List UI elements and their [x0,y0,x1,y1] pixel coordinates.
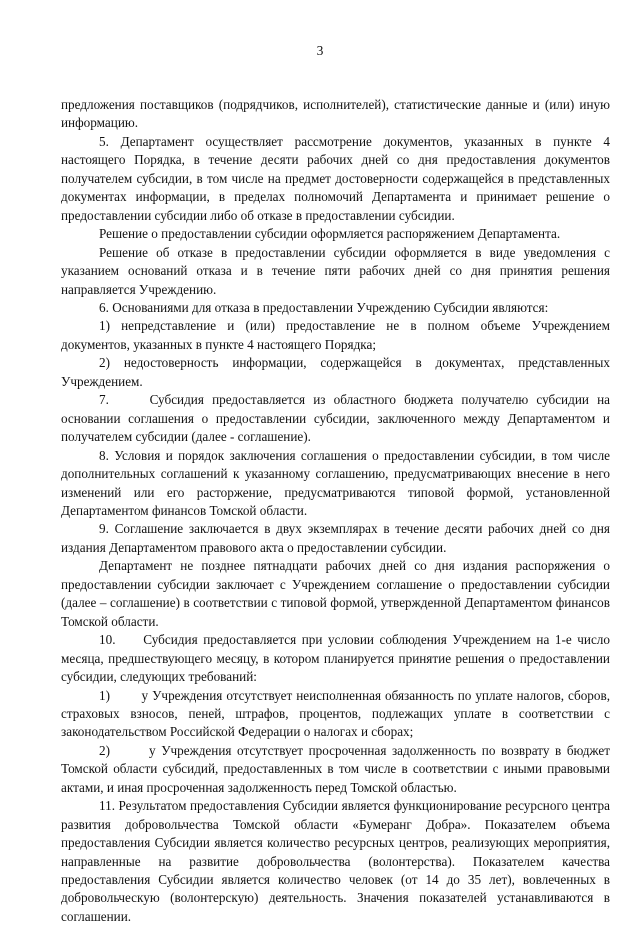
paragraph-clause-8: 8. Условия и порядок заключения соглашения о предоставлении субсидии, в том числе дополнительных соглашений к указанному соглашению, предусматривающих внесение в него изменений или его расторжение, предусматриваются типовой формой, установленной Департаментом финансов Томской области. [61,447,610,518]
paragraph-clause-11: 11. Результатом предоставления Субсидии является функционирование ресурсного центра развития добровольчества Томской области «Бумеранг Добра». Показателем объема предоставления Субсидии является количество ресурсных центров, реализующих мероприятия, направленные на развитие добровольчества (волонтерства). Показателем качества предоставления Субсидии является количество человек (от 14 до 35 лет), вовлеченных в добровольческую (волонтерскую) деятельность. Значения показателей устанавливаются в соглашении. [61,798,610,924]
paragraph-clause-7: 7. Субсидия предоставляется из областного бюджета получателю субсидии на основании соглашения о предоставлении субсидии, заключенного между Департаментом и получателем субсидии (далее - соглашение). [61,392,610,445]
paragraph-clause-6-item-1: 1) непредставление и (или) предоставление не в полном объеме Учреждением документов, указанных в пункте 4 настоящего Порядка; [61,318,610,352]
paragraph-agreement-terms: Департамент не позднее пятнадцати рабочих дней со дня издания распоряжения о предоставлении субсидии заключает с Учреждением соглашение о предоставлении субсидии (далее – соглашение) в соответствии с типовой формой, утвержденной Департаментом финансов Томской области. [61,558,610,629]
paragraph-clause-6: 6. Основаниями для отказа в предоставлении Учреждению Субсидии являются: [99,299,549,315]
paragraph-clause-10-item-1: 1) у Учреждения отсутствует неисполненная обязанность по уплате налогов, сборов, страховых взносов, пеней, штрафов, процентов, подлежащих уплате в соответствии с законодательством Российской Федерации о налогах и сборах; [61,687,610,740]
paragraph-decision-refusal: Решение об отказе в предоставлении субсидии оформляется в виде уведомления с указанием оснований отказа и в течение пяти рабочих дней со дня принятия решения направляется Учреждению. [61,244,610,297]
page-number: 3 [316,43,324,58]
paragraph-clause-10-item-2: 2) у Учреждения отсутствует просроченная задолженность по возврату в бюджет Томской области субсидий, предоставленных в том числе в соответствии с иными правовыми актами, и иная просроченная задолженность перед Томской областью. [61,742,610,795]
paragraph-decision-grant: Решение о предоставлении субсидии оформляется распоряжением Департамента. [99,226,561,242]
paragraph-clause-10: 10. Субсидия предоставляется при условии соблюдения Учреждением на 1-е число месяца, предшествующего месяцу, в котором планируется принятие решения о предоставлении субсидии, следующих требований: [61,632,610,685]
paragraph-clause-5: 5. Департамент осуществляет рассмотрение документов, указанных в пункте 4 настоящего Порядка, в течение десяти рабочих дней со дня предоставления документов получателем субсидии, в том числе на предмет достоверности содержащейся в представленных документах информации, в пределах полномочий Департамента и принимает решение о предоставлении субсидии либо об отказе в предоставлении субсидии. [61,133,610,223]
paragraph-continuation: предложения поставщиков (подрядчиков, исполнителей), статистические данные и (или) иную информацию. [61,97,610,131]
document-body [61,96,610,926]
paragraph-clause-6-item-2: 2) недостоверность информации, содержащейся в документах, представленных Учреждением. [61,355,610,389]
paragraph-clause-9: 9. Соглашение заключается в двух экземплярах в течение десяти рабочих дней со дня издания Департаментом правового акта о предоставлении субсидии. [61,521,610,555]
